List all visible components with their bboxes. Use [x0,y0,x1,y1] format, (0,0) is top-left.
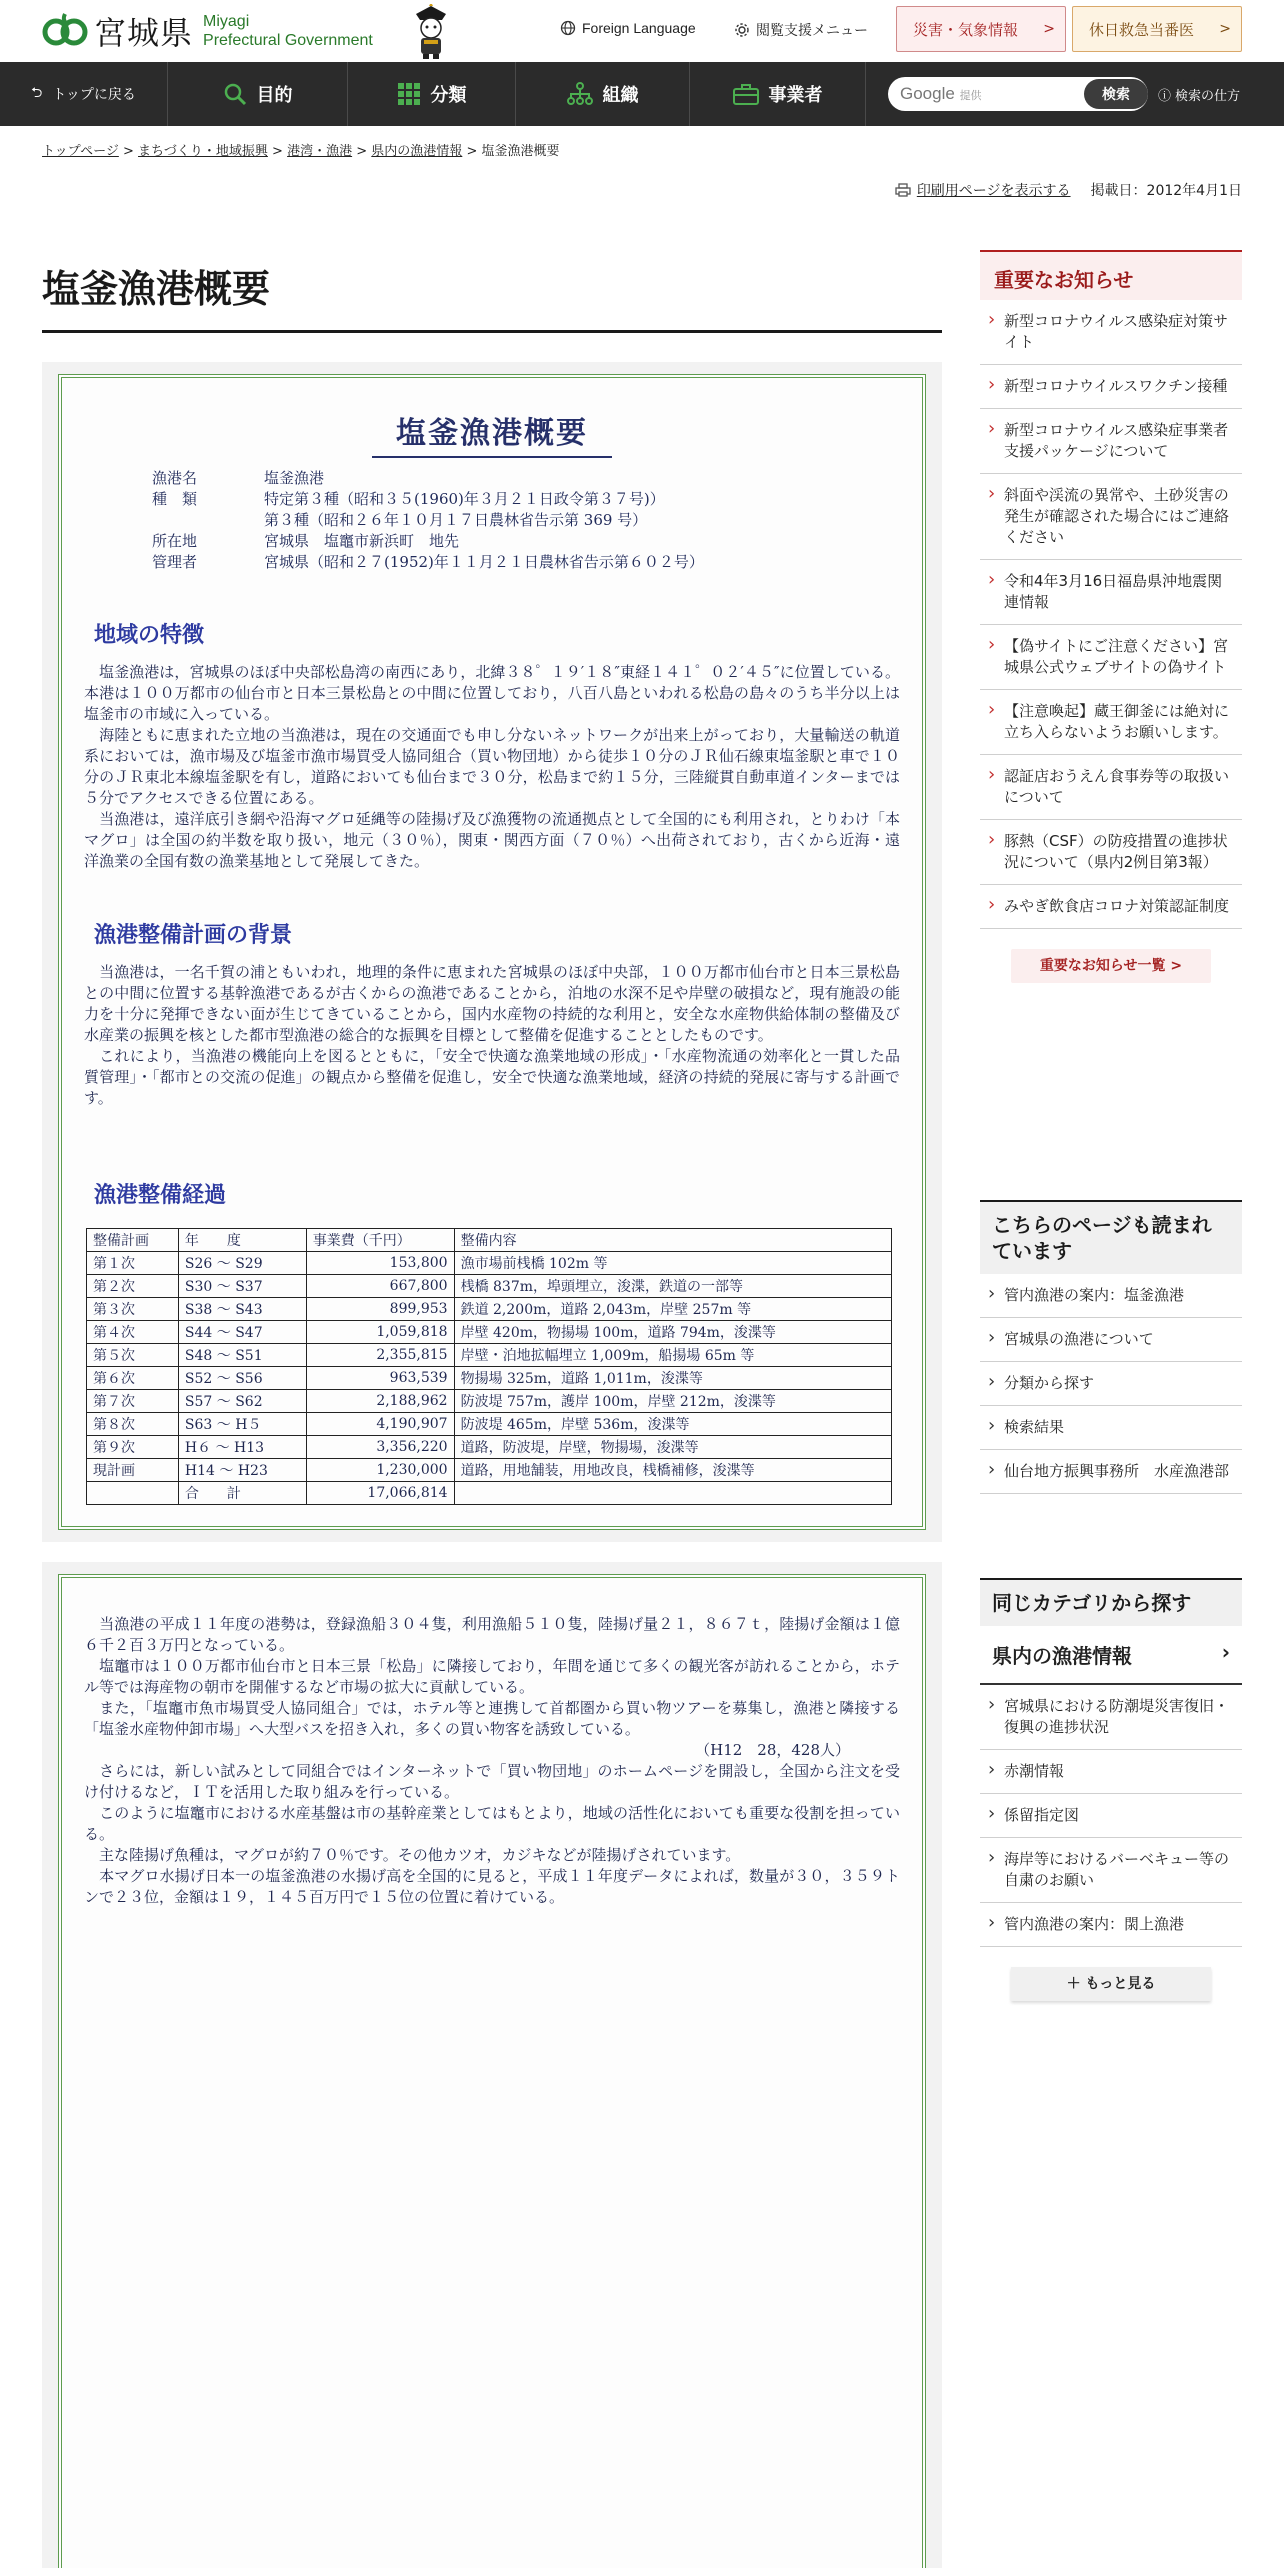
important-notices-list [980,300,1242,929]
logo-text-ja: 宮城県 [94,14,194,52]
nav-business-label: 事業者 [768,85,823,106]
development-history-table [86,1228,892,1505]
breadcrumb-sep: > [272,144,283,159]
table-row [87,1344,892,1367]
breadcrumb-sep: > [356,144,368,159]
paragraph: 主な陸揚げ魚種は，マグロが約７０％です。その他カツオ，カジキなどが陸揚げされています。 [84,1846,741,1864]
table-cell: 道路，防波堤，岸壁，物揚場，浚渫等 [454,1436,891,1459]
info-value: 第３種（昭和２６年１０月１７日農林省告示第 369 号） [264,511,648,529]
info-key: 種 類 [152,490,198,508]
table-cell: 第３次 [87,1298,179,1321]
support-menu-link[interactable] [734,20,868,40]
mascot-musubimaru-icon [412,4,450,60]
table-body [87,1252,892,1505]
info-key: 漁港名 [152,469,198,487]
table-cell: 岸壁 420m，物揚場 100m，道路 794m，浚渫等 [454,1321,891,1344]
table-cell: 第６次 [87,1367,179,1390]
same-category-link[interactable]: › 赤潮情報 [980,1750,1242,1794]
org-chart-icon [567,82,593,106]
document-paper [58,374,926,1530]
document-paper [58,1574,926,2568]
print-page-link[interactable] [895,180,1071,200]
table-row [87,1413,892,1436]
table-cell: 第８次 [87,1413,179,1436]
table-cell: S38 〜 S43 [178,1298,306,1321]
breadcrumb-sep: > [122,144,134,159]
question-icon: ⓘ [1158,89,1172,104]
foreign-language-link[interactable] [560,20,696,36]
also-read-link[interactable]: › 管内漁港の案内：塩釜漁港 [980,1274,1242,1318]
info-value: 特定第３種（昭和３５(1960)年３月２１日政令第３７号)） [264,490,665,508]
important-notice-link[interactable]: › みやぎ飲食店コロナ対策認証制度 [980,885,1242,929]
grid-icon [397,82,421,106]
table-cell: 道路，用地舗装，用地改良，桟橋補修，浚渫等 [454,1459,891,1482]
table-cell: 第１次 [87,1252,179,1275]
section-heading-history: 漁港整備経過 [94,1182,227,1208]
table-cell: 153,800 [306,1252,454,1275]
printer-icon [895,183,911,197]
table-cell: 防波堤 757m，護岸 100m，岸壁 212m，浚渫等 [454,1390,891,1413]
nav-home[interactable] [0,62,168,126]
gear-icon [734,22,750,38]
table-cell: 現計画 [87,1459,179,1482]
print-page-label: 印刷用ページを表示する [916,183,1071,199]
chevron-right-icon: › [1221,1640,1230,1664]
important-notices-more-button[interactable] [1011,949,1211,983]
document-title: 塩釜漁港概要 [62,408,922,458]
important-notices [980,250,1242,983]
table-cell: S30 〜 S37 [178,1275,306,1298]
also-read-link[interactable]: › 仙台地方振興事務所 水産漁港部 [980,1450,1242,1494]
table-cell: S57 〜 S62 [178,1390,306,1413]
title-divider [42,330,942,333]
nav-purpose[interactable] [168,62,348,126]
table-cell [454,1482,891,1505]
info-key [152,510,264,531]
table-cell: S48 〜 S51 [178,1344,306,1367]
table-cell: 2,355,815 [306,1344,454,1367]
google-brand: Google [900,84,955,103]
important-notices-title: 重要なお知らせ [980,250,1242,300]
also-read-link[interactable]: › 分類から探す [980,1362,1242,1406]
table-cell: 3,356,220 [306,1436,454,1459]
breadcrumb-current: 塩釜漁港概要 [481,144,560,159]
briefcase-icon [733,83,759,105]
same-category-link[interactable]: › 管内漁港の案内：閖上漁港 [980,1903,1242,1947]
table-cell: 第７次 [87,1390,179,1413]
important-notice-link[interactable]: › 斜面や渓流の異常や、土砂災害の発生が確認された場合にはご連絡ください [980,474,1242,560]
category-sub-label: 県内の漁港情報 [992,1644,1132,1668]
table-cell: 899,953 [306,1298,454,1321]
table-cell: H14 〜 H23 [178,1459,306,1482]
info-key: 管理者 [152,553,198,571]
chevron-right-icon: > [1043,21,1055,37]
breadcrumb-link-community[interactable]: まちづくり・地域振興 [138,144,268,159]
table-cell: S44 〜 S47 [178,1321,306,1344]
table-cell: S63 〜 H５ [178,1413,306,1436]
chevron-right-icon: > [1170,958,1183,974]
table-cell: 岸壁・泊地拡幅埋立 1,009m，船揚場 65m 等 [454,1344,891,1367]
info-row [152,531,704,552]
important-notice-link[interactable]: › 豚熱（CSF）の防疫措置の進捗状況について（県内2例目第3報） [980,820,1242,885]
nav-business[interactable] [690,62,866,126]
magnifier-icon [223,82,247,106]
table-cell: 第４次 [87,1321,179,1344]
table-cell: 合 計 [178,1482,306,1505]
table-cell: S52 〜 S56 [178,1367,306,1390]
category-link-fishing-ports[interactable] [980,1626,1242,1685]
important-notice-link[interactable]: › 新型コロナウイルスワクチン接種 [980,365,1242,409]
table-cell [87,1482,179,1505]
important-notice-link[interactable]: › 【偽サイトにご注意ください】宮城県公式ウェブサイトの偽サイト [980,625,1242,690]
table-cell: 4,190,907 [306,1413,454,1436]
published-date: 掲載日：2012年4月1日 [1090,183,1242,199]
info-row [152,552,704,573]
site-logo[interactable] [40,8,373,54]
paragraph: 当漁港は，遠洋底引き網や沿海マグロ延縄等の陸揚げ及び漁獲物の流通拠点として全国的にも利用され，とりわけ「本マグロ」は全国の約半数を取り扱い，地元（３０％），関東・関西方面（７０％）へ出荷されており，古くから近海・遠洋漁業の全国有数の漁業基地として発展してきた。 [84,810,900,870]
info-value: 宮城県 塩竈市新浜町 地先 [264,532,460,550]
table-cell: 2,188,962 [306,1390,454,1413]
table-cell: 物揚場 325m，道路 1,011m，浚渫等 [454,1367,891,1390]
table-row [87,1390,892,1413]
same-category-link[interactable]: › 宮城県における防潮堤災害復旧・復興の進捗状況 [980,1685,1242,1750]
scanned-document-page-2 [42,1562,942,2568]
search-placeholder [900,84,982,104]
emergency-doctor-button[interactable] [1072,6,1242,52]
paragraph: （H12 28，428人） [695,1741,850,1759]
site-header [0,0,1284,62]
paragraph: 塩釜漁港は，宮城県のほぼ中央部松島湾の南西にあり，北緯３８゜１９′１８″東経１４１゜０２′４５″に位置している。本港は１００万都市の仙台市と日本三景松島との中間に位置しており，八百八島といわれる松島の島々のうち半分以上は塩釜市の市域に入っている。 [84,663,900,723]
info-row [152,468,704,489]
disaster-info-label: 災害・気象情報 [913,20,1019,39]
info-value: 塩釜漁港 [264,469,325,487]
table-cell: 漁市場前桟橋 102m 等 [454,1252,891,1275]
info-key: 所在地 [152,532,198,550]
search-button[interactable]: 検索 [1084,79,1148,109]
also-read-title: こちらのページも読まれています [980,1200,1242,1274]
port-info [152,468,704,573]
table-cell: 1,230,000 [306,1459,454,1482]
foreign-language-label: Foreign Language [582,20,696,36]
search-help-link[interactable] [1158,85,1240,104]
paragraph: 塩竈市は１００万都市仙台市と日本三景「松島」に隣接しており，年間を通じて多くの観光客が訪れることから，ホテル等では海産物の朝市を開催するなど市場の拡大に貢献している。 [84,1657,900,1696]
table-cell: 667,800 [306,1275,454,1298]
nav-category-label: 分類 [430,85,467,106]
important-more-label: 重要なお知らせ一覧 [1039,958,1166,974]
breadcrumb-link-top[interactable]: トップページ [42,144,119,159]
logo-en-line2: Prefectural Government [203,32,373,49]
table-cell: 第９次 [87,1436,179,1459]
miyagi-emblem-icon [40,10,90,52]
table-cell: 桟橋 837m，埠頭埋立，浚渫，鉄道の一部等 [454,1275,891,1298]
breadcrumb-link-fishing-ports[interactable]: 県内の漁港情報 [371,144,463,159]
section-text-region [84,662,900,872]
table-header-row [87,1229,892,1252]
table-row [87,1459,892,1482]
global-nav [0,62,1284,126]
nav-organization-label: 組織 [602,85,639,106]
table-row [87,1275,892,1298]
info-value: 宮城県（昭和２７(1952)年１１月２１日農林省告示第６０２号） [264,553,704,571]
same-category-panel [980,1578,1242,2001]
same-category-title: 同じカテゴリから探す [980,1578,1242,1626]
breadcrumb [42,140,560,159]
table-header-cell: 整備内容 [454,1229,891,1252]
paragraph: これにより，当漁港の機能向上を図るとともに，「安全で快適な漁業地域の形成」・「水産物流通の効率化と一貫した品質管理」・「都市との交流の促進」の観点から整備を促進し，安全で快適な漁業地域，経済の持続的発展に寄与する計画です。 [84,1047,900,1107]
table-header-cell: 事業費（千円） [306,1229,454,1252]
section-heading-region: 地域の特徴 [94,622,205,648]
nav-purpose-label: 目的 [256,85,293,106]
emergency-doctor-label: 休日救急当番医 [1089,20,1195,39]
nav-home-label: トップに戻る [52,87,136,103]
logo-text-en [203,12,373,50]
table-row [87,1436,892,1459]
show-more-button[interactable] [1011,1967,1211,2001]
table-cell: 963,539 [306,1367,454,1390]
globe-icon [560,20,576,36]
paragraph: さらには，新しい試みとして同組合ではインターネットで「買い物団地」のホームページを開設し，全国から注文を受け付けるなど，ＩＴを活用した取り組みを行っている。 [84,1762,900,1801]
return-icon: ⮌ [31,85,43,101]
disaster-info-button[interactable] [896,6,1066,52]
table-cell: H６ 〜 H13 [178,1436,306,1459]
nav-category[interactable] [348,62,516,126]
chevron-right-icon: > [1219,21,1231,37]
important-notice-link[interactable]: › 令和4年3月16日福島県沖地震関連情報 [980,560,1242,625]
print-row [895,180,1242,200]
paragraph: 本マグロ水揚げ日本一の塩釜漁港の水揚げ高を全国的に見ると，平成１１年度データによれば，数量が３０，３５９トンで２３位，金額は１９，１４５百万円で１５位の位置に着けている。 [84,1867,900,1906]
paragraph: また，「塩竈市魚市場買受人協同組合」では，ホテル等と連携して首都圏から買い物ツアーを募集し，漁港と隣接する「塩釜水産物仲卸市場」へ大型バスを招き入れ，多くの買い物客を誘致している。 [84,1699,900,1738]
table-cell: 鉄道 2,200m，道路 2,043m，岸壁 257m 等 [454,1298,891,1321]
scanned-document-page-1 [42,362,942,1542]
table-cell: 1,059,818 [306,1321,454,1344]
section-text-background [84,962,900,1109]
table-row [87,1298,892,1321]
table-cell: 17,066,814 [306,1482,454,1505]
important-notice-link[interactable]: › 【注意喚起】蔵王御釜には絶対に立ち入らないようお願いします。 [980,690,1242,755]
info-row [152,489,704,510]
breadcrumb-link-ports[interactable]: 港湾・漁港 [287,144,353,159]
table-row [87,1252,892,1275]
table-cell: S26 〜 S29 [178,1252,306,1275]
also-read-list [980,1274,1242,1494]
support-menu-label: 閲覧支援メニュー [756,22,868,38]
show-more-label: もっと見る [1085,1976,1156,1992]
table-header-cell: 年 度 [178,1229,306,1252]
same-category-link[interactable]: › 係留指定図 [980,1794,1242,1838]
same-category-link[interactable]: › 海岸等におけるバーベキュー等の自粛のお願い [980,1838,1242,1903]
paragraph: 当漁港は，一名千賀の浦ともいわれ，地理的条件に恵まれた宮城県のほぼ中央部，１００万都市仙台市と日本三景松島との中間に位置する基幹漁港であるが古くからの漁港であることから，泊地の水深不足や岸壁の破損など，現有施設の能力を十分に発揮できない面が生じてきていることから，国内水産物の持続的な利用と，安全な水産物供給体制の整備及び水産業の振興を核とした都市型漁港の総合的な振興を目標として整備を促進することとしたものです。 [84,963,900,1044]
table-cell: 第５次 [87,1344,179,1367]
important-notice-link[interactable]: › 新型コロナウイルス感染症対策サイト [980,300,1242,365]
paragraph: 当漁港の平成１１年度の港勢は，登録漁船３０４隻，利用漁船５１０隻，陸揚げ量２１，８６７ｔ，陸揚げ金額は１億６千２百３万円となっている。 [84,1615,900,1654]
google-provided: 提供 [959,90,982,102]
plus-icon: ＋ [1066,1976,1081,1992]
page-title: 塩釜漁港概要 [42,267,271,311]
also-read-link[interactable]: › 検索結果 [980,1406,1242,1450]
table-cell: 防波堤 465m，岸壁 536m，浚渫等 [454,1413,891,1436]
important-notice-link[interactable]: › 新型コロナウイルス感染症事業者支援パッケージについて [980,409,1242,474]
breadcrumb-sep: > [466,144,478,159]
table-row [87,1367,892,1390]
also-read-panel [980,1200,1242,1494]
info-row [152,510,704,531]
port-status-text [84,1614,900,1908]
also-read-link[interactable]: › 宮城県の漁港について [980,1318,1242,1362]
important-notice-link[interactable]: › 認証店おうえん食事券等の取扱いについて [980,755,1242,820]
same-category-list [980,1685,1242,1947]
table-cell: 第２次 [87,1275,179,1298]
paragraph: このように塩竈市における水産基盤は市の基幹産業としてはもとより，地域の活性化においても重要な役割を担っている。 [84,1804,900,1843]
logo-en-line1: Miyagi [203,13,250,30]
nav-organization[interactable] [516,62,690,126]
search-help-label: 検索の仕方 [1175,89,1241,104]
table-row [87,1321,892,1344]
section-heading-background: 漁港整備計画の背景 [94,922,293,948]
table-row [87,1482,892,1505]
table-header-cell: 整備計画 [87,1229,179,1252]
paragraph: 海陸ともに恵まれた立地の当漁港は，現在の交通面でも申し分ないネットワークが出来上がっており，大量輸送の軌道系においては，漁市場及び塩釜市漁市場買受人協同組合（買い物団地）から徒歩１０分のＪＲ仙石線東塩釜駅と車で１０分のＪＲ東北本線塩釜駅を有し，道路においても仙台まで３０分，松島まで約１５分，三陸縦貫自動車道インターまでは５分でアクセスできる位置にある。 [84,726,900,807]
